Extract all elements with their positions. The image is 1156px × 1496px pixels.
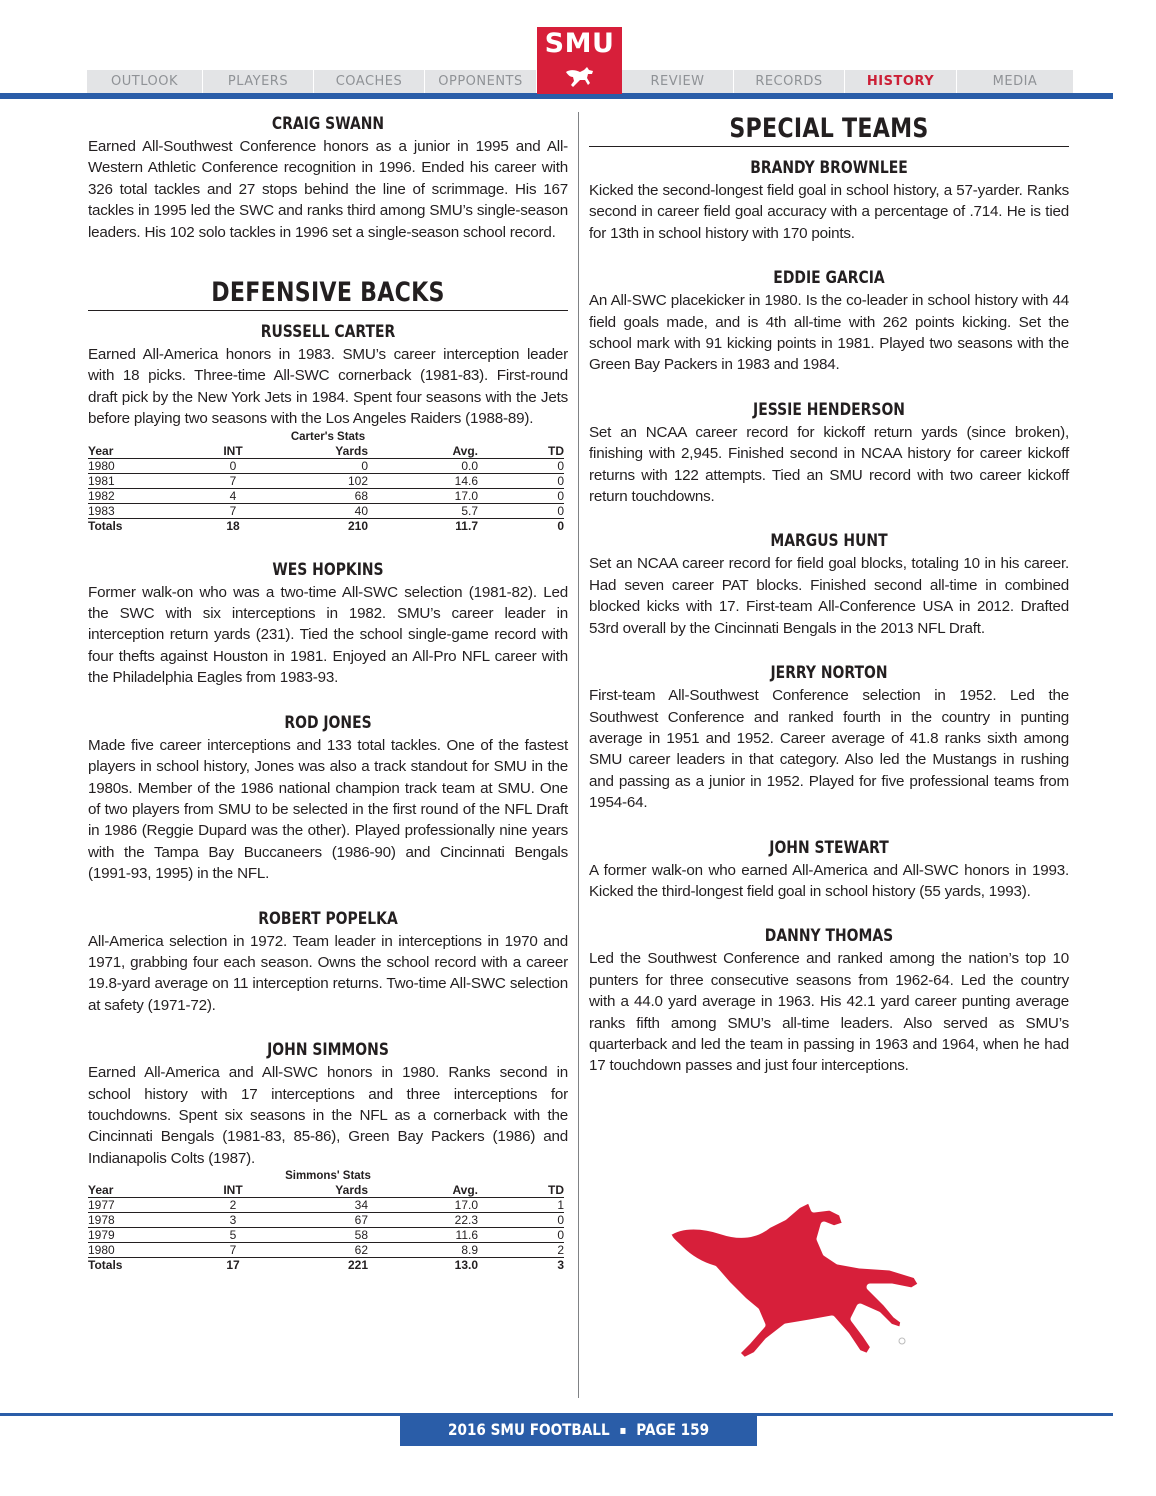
- tab-history[interactable]: HISTORY: [845, 70, 957, 94]
- header-td: TD: [478, 1183, 564, 1198]
- cell-year: 1982: [88, 488, 198, 503]
- cell-yards: 67: [268, 1213, 368, 1228]
- header-yards: Yards: [268, 444, 368, 459]
- tab-outlook[interactable]: OUTLOOK: [87, 70, 203, 94]
- page-footer: [400, 1413, 757, 1446]
- cell-yards: 40: [268, 503, 368, 518]
- cell-yards: 34: [268, 1198, 368, 1213]
- cell-year: 1983: [88, 503, 198, 518]
- player-name-rod-jones: ROD JONES: [284, 712, 372, 733]
- stats-header-row: [88, 1183, 564, 1198]
- table-row: [88, 488, 564, 503]
- cell-avg: 14.6: [368, 473, 478, 488]
- cell-int: 4: [198, 488, 268, 503]
- section-title-defensive-backs: DEFENSIVE BACKS: [211, 277, 445, 309]
- stats-header-row: [88, 444, 564, 459]
- cell-yards: 221: [347, 1258, 368, 1273]
- cell-int: 3: [198, 1213, 268, 1228]
- footer-publication: 2016 SMU FOOTBALL: [447, 1420, 610, 1439]
- stats-caption-simmons: Simmons' Stats: [285, 1170, 371, 1183]
- player-bio-john-simmons: Earned All-America and All-SWC honors in 1980. Ranks second in school history with 17 interceptions and three interceptions for touchdowns. Spent six seasons in the NFL as a cornerback with the Cincinnati Bengals (1981-83, 85-86), Green Bay Packers (1986) and Indianapolis Colts (1987).: [88, 1064, 568, 1167]
- cell-avg: 11.6: [368, 1228, 478, 1243]
- player-name-russell-carter: RUSSELL CARTER: [260, 322, 396, 343]
- player-bio-craig-swann: Earned All-Southwest Conference honors as a junior in 1995 and All-Western Athletic Conference recognition in 1996. Ended his career with 326 total tackles and 27 stops behind the line of scrimmage. His 167 tackles in 1995 led the SWC and ranks third among SMU’s single-season leaders. His 102 solo tackles in 1996 set a single-season school record.: [88, 138, 568, 241]
- cell-avg: 0.0: [368, 458, 478, 473]
- header-avg: Avg.: [368, 1183, 478, 1198]
- header-int: INT: [198, 444, 268, 459]
- player-name-eddie-garcia: EDDIE GARCIA: [773, 268, 885, 289]
- cell-td: 0: [478, 473, 564, 488]
- cell-yards: 0: [268, 458, 368, 473]
- player-bio-wes-hopkins: Former walk-on who was a two-time All-SWC selection (1981-82). Led the SWC with six interceptions in 1982. SMU’s career leader in interception return yards (231). Tied the school single-game record with four thefts against Houston in 1981. Enjoyed an All-Pro NFL career with the Philadelphia Eagles from 1983-93.: [88, 583, 568, 687]
- cell-avg: 8.9: [368, 1243, 478, 1258]
- cell-int: 7: [198, 1243, 268, 1258]
- header-year: Year: [88, 444, 198, 459]
- cell-avg: 17.0: [368, 488, 478, 503]
- tab-opponents[interactable]: OPPONENTS: [425, 70, 537, 94]
- player-bio-jerry-norton: First-team All-Southwest Conference selection in 1952. Led the Southwest Conference and ranked fourth in the country in punting average in 1951 and 1952. Career average of 41.8 ranks sixth among SMU career leaders in that category. Also led the Mustangs in rushing and passing as a junior in 1952. Played for five professional teams from 1954-64.: [589, 687, 1069, 812]
- table-row: [88, 473, 564, 488]
- cell-yards: 68: [268, 488, 368, 503]
- cell-avg: 17.0: [368, 1198, 478, 1213]
- player-name-jerry-norton: JERRY NORTON: [770, 663, 888, 684]
- header-td: TD: [478, 444, 564, 459]
- header-year: Year: [88, 1183, 198, 1198]
- stats-table-carter: [88, 444, 564, 533]
- player-bio-john-stewart: A former walk-on who earned All-America and All-SWC honors in 1993. Kicked the third-longest field goal in school history (55 yards, 1993).: [589, 861, 1069, 900]
- header-avg: Avg.: [368, 444, 478, 459]
- player-name-margus-hunt: MARGUS HUNT: [770, 531, 888, 552]
- cell-totals-label: Totals: [88, 518, 123, 533]
- section-title-special-teams: SPECIAL TEAMS: [729, 113, 929, 144]
- cell-td: 0: [557, 518, 564, 533]
- cell-td: 0: [478, 1213, 564, 1228]
- player-name-wes-hopkins: WES HOPKINS: [272, 559, 384, 580]
- player-name-danny-thomas: DANNY THOMAS: [764, 926, 894, 947]
- player-bio-robert-popelka: All-America selection in 1972. Team leader in interceptions in 1970 and 1971, grabbing four each season. Owns the school record with a career 19.8-yard average on 11 interception returns. Two-time All-SWC selection at safety (1971-72).: [88, 932, 568, 1014]
- cell-int: 18: [226, 518, 240, 533]
- cell-td: 0: [478, 488, 564, 503]
- cell-year: 1980: [88, 458, 198, 473]
- table-row: [88, 1228, 564, 1243]
- stats-table-simmons: [88, 1183, 564, 1272]
- cell-yards: 58: [268, 1228, 368, 1243]
- player-name-robert-popelka: ROBERT POPELKA: [258, 908, 398, 929]
- cell-yards: 62: [268, 1243, 368, 1258]
- cell-avg: 5.7: [368, 503, 478, 518]
- footer-page-number: PAGE 159: [636, 1420, 710, 1439]
- table-row: [88, 1198, 564, 1213]
- mustang-logo-icon: [660, 1195, 930, 1370]
- player-name-john-stewart: JOHN STEWART: [769, 837, 889, 858]
- player-name-john-simmons: JOHN SIMMONS: [267, 1040, 389, 1061]
- tab-media[interactable]: MEDIA: [992, 74, 1038, 89]
- player-bio-rod-jones: Made five career interceptions and 133 total tackles. One of the fastest players in school history, Jones was also a track standout for SMU in the 1980s. Member of the 1986 national champion track team at SMU. One of two players from SMU to be selected in the first round of the NFL Draft in 1986 (Reggie Dupard was the other). Played professionally nine years with the Tampa Bay Buccaneers (1986-90) and Cincinnati Bengals (1991-93, 1995) in the NFL.: [88, 736, 568, 883]
- cell-td: 3: [557, 1258, 564, 1273]
- header-yards: Yards: [268, 1183, 368, 1198]
- cell-year: 1977: [88, 1198, 198, 1213]
- table-totals-row: [88, 1258, 564, 1273]
- tab-coaches[interactable]: COACHES: [314, 70, 425, 94]
- cell-year: 1979: [88, 1228, 198, 1243]
- cell-avg: 13.0: [454, 1258, 478, 1273]
- mustang-icon: [565, 65, 595, 89]
- cell-int: 17: [226, 1258, 240, 1273]
- logo-text: SMU: [544, 28, 615, 59]
- table-row: [88, 1213, 564, 1228]
- cell-year: 1981: [88, 473, 198, 488]
- cell-yards: 210: [347, 518, 368, 533]
- cell-year: 1980: [88, 1243, 198, 1258]
- cell-yards: 102: [268, 473, 368, 488]
- right-column: [589, 112, 1069, 1077]
- player-name-craig-swann: CRAIG SWANN: [271, 114, 385, 134]
- table-row: [88, 503, 564, 518]
- left-column: [88, 112, 568, 1272]
- player-bio-danny-thomas: Led the Southwest Conference and ranked among the nation’s top 10 punters for three consecutive seasons from 1962-64. Led the country with a 44.0 yard average in 1963. His 42.1 yard career punting average ranks fifth among SMU’s all-time leaders. Also served as SMU’s quarterback and led the team in passing in 1963 and 1964, when he had 17 touchdown passes and just four interceptions.: [589, 950, 1069, 1075]
- header-int: INT: [198, 1183, 268, 1198]
- tab-players[interactable]: PLAYERS: [203, 70, 314, 94]
- cell-td: 0: [478, 458, 564, 473]
- player-name-brandy-brownlee: BRANDY BROWNLEE: [750, 158, 908, 178]
- smu-logo-button[interactable]: [537, 27, 622, 94]
- player-bio-russell-carter: Earned All-America honors in 1983. SMU’s career interception leader with 18 picks. Three-time All-SWC cornerback (1981-83). First-round draft pick by the New York Jets in 1984. Spent four seasons with the Jets before playing two seasons with the Los Angeles Raiders (1988-89).: [88, 346, 568, 428]
- player-bio-eddie-garcia: An All-SWC placekicker in 1980. Is the co-leader in school history with 44 field goals made, and is 4th all-time with 262 points kicking. Set the school mark with 91 kicking points in 1981. Played two seasons with the Green Bay Packers in 1983 and 1984.: [589, 292, 1069, 374]
- cell-totals-label: Totals: [88, 1258, 123, 1273]
- player-name-jessie-henderson: JESSIE HENDERSON: [753, 399, 905, 420]
- cell-int: 2: [198, 1198, 268, 1213]
- cell-year: 1978: [88, 1213, 198, 1228]
- table-row: [88, 1243, 564, 1258]
- section-rule: [589, 146, 1069, 147]
- cell-td: 0: [478, 503, 564, 518]
- table-totals-row: [88, 518, 564, 533]
- stats-caption-carter: Carter's Stats: [290, 430, 366, 443]
- section-rule: [88, 310, 568, 311]
- column-divider: [578, 112, 579, 1398]
- cell-int: 7: [198, 503, 268, 518]
- cell-int: 5: [198, 1228, 268, 1243]
- cell-avg: 11.7: [455, 518, 478, 533]
- tab-review[interactable]: REVIEW: [622, 70, 734, 94]
- tab-records[interactable]: RECORDS: [734, 70, 845, 94]
- cell-avg: 22.3: [368, 1213, 478, 1228]
- player-bio-brandy-brownlee: Kicked the second-longest field goal in school history, a 57-yarder. Ranks second in career field goal accuracy with a percentage of .714. He is tied for 13th in school history with 170 points.: [589, 182, 1069, 242]
- cell-int: 0: [198, 458, 268, 473]
- cell-td: 2: [478, 1243, 564, 1258]
- cell-td: 0: [478, 1228, 564, 1243]
- cell-int: 7: [198, 473, 268, 488]
- cell-td: 1: [478, 1198, 564, 1213]
- player-bio-jessie-henderson: Set an NCAA career record for kickoff return yards (since broken), finishing with 2,945. Finished second in NCAA history for career kickoff returns with 122 attempts. Tied an SMU record with two career kickoff return touchdowns.: [589, 423, 1069, 506]
- table-row: [88, 458, 564, 473]
- player-bio-margus-hunt: Set an NCAA career record for field goal blocks, totaling 10 in his career. Had seven career PAT blocks. Finished second all-time in combined blocked kicks with 17. First-team All-Conference USA in 2012. Drafted 53rd overall by the Cincinnati Bengals in the 2013 NFL Draft.: [589, 555, 1069, 637]
- footer-separator: ▪: [619, 1423, 627, 1437]
